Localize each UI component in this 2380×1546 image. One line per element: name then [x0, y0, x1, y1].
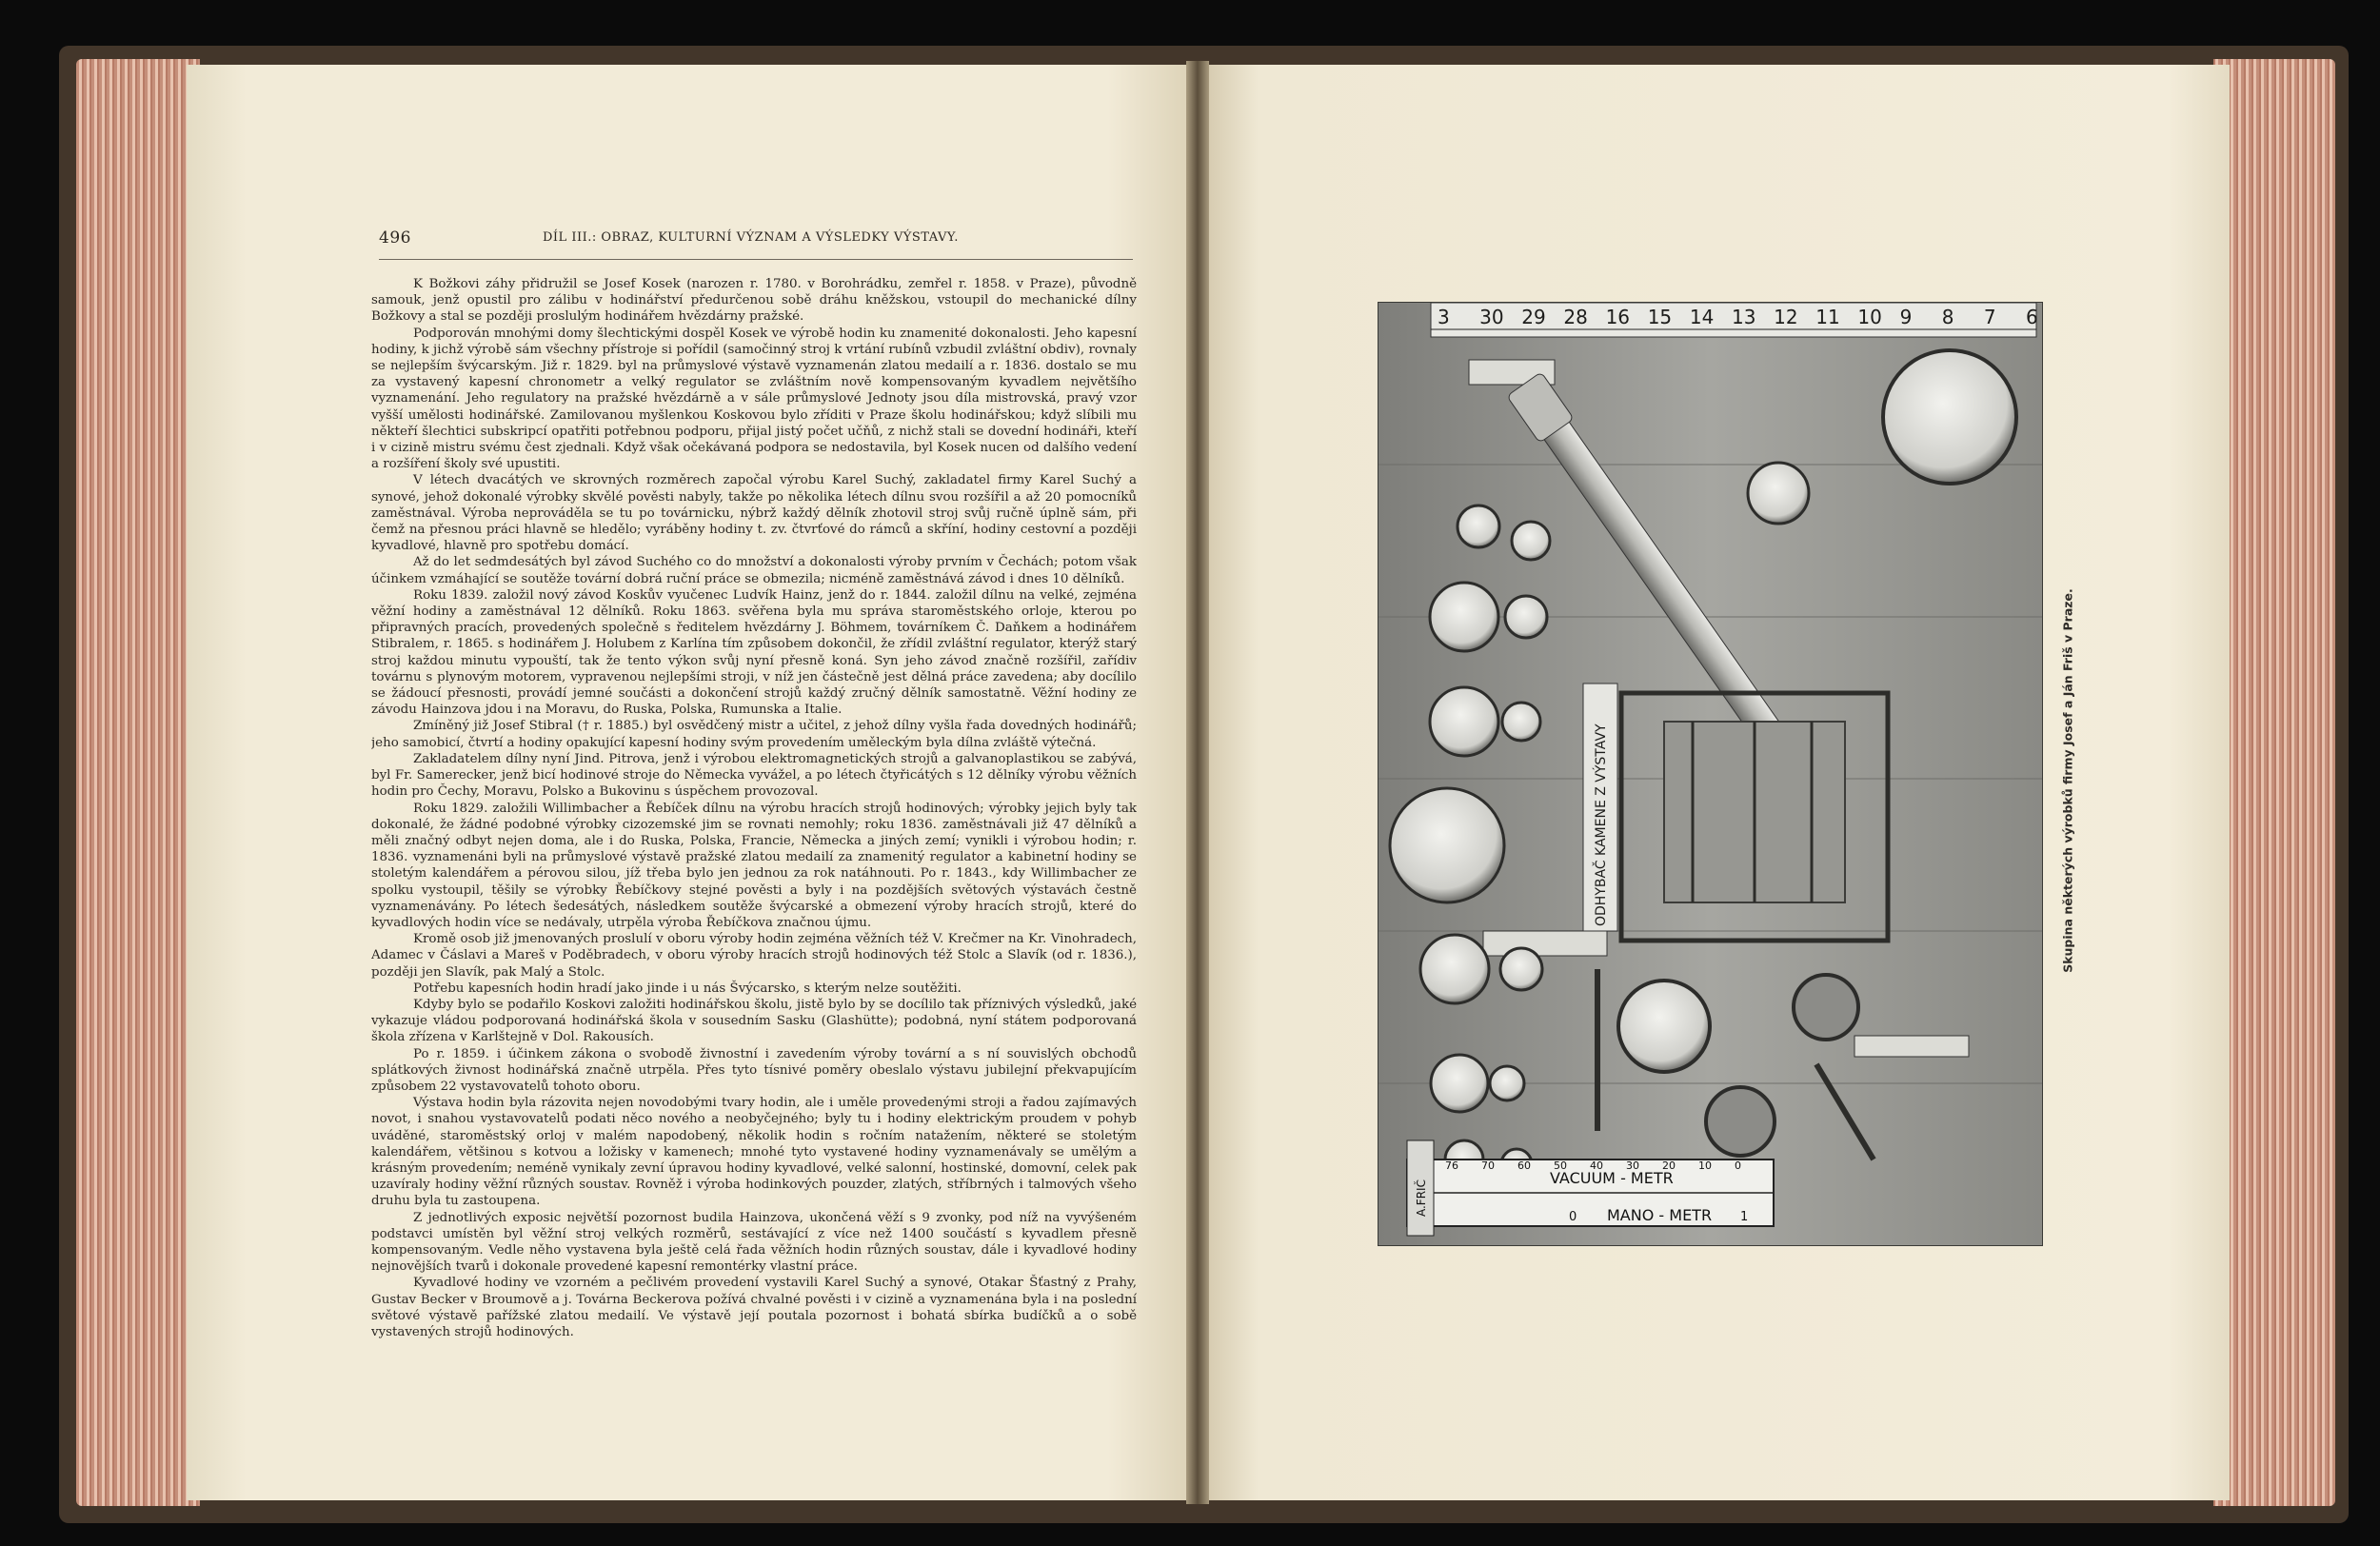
ruler-number: 15 — [1647, 306, 1673, 328]
vacuum-scale-number: 76 — [1445, 1160, 1458, 1172]
ruler-number: 6 — [2026, 306, 2038, 328]
header-rule — [379, 259, 1133, 260]
ruler-number: 28 — [1563, 306, 1588, 328]
vacuum-scale-number: 70 — [1481, 1160, 1495, 1172]
ruler-number: 11 — [1815, 306, 1840, 328]
vacuum-scale-number: 30 — [1626, 1160, 1639, 1172]
ruler-number: 9 — [1899, 306, 1913, 328]
vacuum-scale-number: 40 — [1590, 1160, 1603, 1172]
vacuum-scale-number: 50 — [1554, 1160, 1567, 1172]
side-tag: A.FRIČ — [1415, 1179, 1428, 1217]
ruler-number: 29 — [1521, 306, 1546, 328]
book-gutter — [1186, 61, 1209, 1504]
paragraph: Výstava hodin byla rázovita nejen novodobými tvary hodin, ale i uměle provedenými stroji a řadou zajímavých novot, i snahou vystavovatelů podati něco nového a neobyčejného; byly tu i hodiny elektrickým proudem v pohyb uváděné, staroměstský orloj v malém napodobený, několik hodin s ročním natažením, některé se stoletým kalendářem, většinou s kotvou a ložisky v kamenech; mnohé tyto vystavené hodiny vyznamenávaly se umělým a krásným provedením; neméně vynikaly zevní úpravou hodiny kyvadlové, velké salonní, hostinské, domovní, celek pak uzavíraly hodiny věžní různých soustav. Rovněž i výroba hodinkových pouzder, zlatých, stříbrných i talmových všeho druhu byla tu zastoupena. — [371, 1096, 1137, 1209]
vacuum-scale-number: 0 — [1735, 1160, 1741, 1172]
page-number: 496 — [379, 228, 411, 248]
vacuum-scale-number: 60 — [1517, 1160, 1531, 1172]
vacuum-meter-label: VACUUM - METR — [1550, 1169, 1674, 1187]
vertical-sign: ODHYBAČ KAMENE Z VÝSTAVY — [1594, 723, 1609, 926]
vacuum-scale-number: 10 — [1698, 1160, 1712, 1172]
paragraph: Kdyby bylo se podařilo Koskovi založiti hodinářskou školu, jistě bylo by se docílilo tak příznivých výsledků, jaké vykazuje vládou podporovaná hodinářská škola v sousedním Sasku (Glashütte); podobná, nyní státem podporovaná škola zřízena v Karlštejně v Dol. Rakousích. — [371, 997, 1137, 1045]
paragraph: Roku 1829. založili Willimbacher a Řebíček dílnu na výrobu hracích strojů hodinových; výrobky jejich byly tak dokonalé, že žádné podobné výrobky cizozemské jim se rovnati nemohly; roku 1836. zaměstnávali již 47 dělníků a měli značný odbyt nejen doma, ale i do Ruska, Polska, Francie, Německa a jiných zemí; vynikli i výrobou hodin; r. 1836. vyznamenáni byli na průmyslové výstavě pražské zlatou medailí za znamenitý regulator a kabinetní hodiny se stoletým kalendářem a pérovou silou, jíž třeba bylo jen jednou za rok natáhnouti. Po r. 1843., kdy Willimbacher ze spolku vystoupil, těšily se výrobky Řebíčkovy stejné pověsti a byly i na pozdějších světových výstavách čestně vyznamenávány. Po létech šedesátých, následkem soutěže švýcarské a obmezení výroby hracích strojů, které do kyvadlových hodin více se nedávaly, utrpěla výroba Řebíčkova značnou újmu. — [371, 801, 1137, 930]
paragraph: Kromě osob již jmenovaných proslulí v oboru výroby hodin zejména věžních též V. Krečmer na Kr. Vinohradech, Adamec v Čáslavi a Mareš v Poděbradech, v oboru výroby hracích strojů hodinových též Stolc a Slavík (od r. 1836.), později jen Slavík, pak Malý a Stolc. — [371, 932, 1137, 980]
mano-scale-number: 0 — [1569, 1210, 1577, 1224]
mano-meter-label: MANO - METR — [1607, 1206, 1713, 1224]
body-text — [371, 276, 1137, 1380]
paragraph: Potřebu kapesních hodin hradí jako jinde i u nás Švýcarsko, s kterým nelze soutěžiti. — [413, 981, 962, 996]
mano-scale-number: 1 — [1740, 1210, 1749, 1224]
ruler-number: 13 — [1732, 306, 1756, 328]
ruler-number: 7 — [1983, 306, 1996, 328]
paragraph: Roku 1839. založil nový závod Koskův vyučenec Ludvík Hainz, jenž do r. 1844. založil dílnu na velké, zejména věžní hodiny a zaměstnával 12 dělníků. Roku 1863. svěřena byla mu správa staroměstského orloje, kterou po připravných pracích, provedených společně s ředitelem hvězdárny J. Böhmem, továrníkem Č. Daňkem a hodinářem Stibralem, r. 1865. s hodinářem J. Holubem z Karlína tím způsobem dokončil, že zřídil zvláštní regulator, kterýž starý stroj každou minutu vypouští, tak že tento výkon svůj nyní přesně koná. Syn jeho závod značně rozšířil, zařídiv továrnu s plynovým motorem, vypravenou nejlepšími stroji, v níž jen částečně jest dělná práce zavedena; aby docílilo se žádoucí přesnosti, provádí jemné součásti a dokončení strojů každý zručný dělník samostatně. Věžní hodiny ze závodu Hainzova jdou i na Moravu, do Ruska, Polska, Rumunska a Italie. — [371, 587, 1137, 718]
ruler-number: 12 — [1774, 306, 1798, 328]
caption-text: Skupina některých výrobků firmy Josef a Ján Friš v Praze. — [2060, 588, 2075, 973]
figure-caption — [2058, 588, 2077, 973]
vacuum-scale-number: 20 — [1662, 1160, 1676, 1172]
ruler-number: 30 — [1479, 306, 1504, 328]
paragraph: K Božkovi záhy přidružil se Josef Kosek (narozen r. 1780. v Borohrádku, zemřel r. 1858. v Praze), původně samouk, jenž opustil pro zálibu v hodinářství předurčenou sobě dráhu kněžskou, vstoupil do mechanické dílny Božkovy a stal se později proslulým hodinářem hvězdárny pražské. — [371, 277, 1137, 325]
ruler-number: 14 — [1689, 306, 1715, 328]
paragraph: Kyvadlové hodiny ve vzorném a pečlivém provedení vystavili Karel Suchý a synové, Otakar Šťastný z Prahy, Gustav Becker v Broumově a j. Továrna Beckerova požívá chvalné pověsti i v cizině a vyznamenána byla i na poslední světové výstavě pařížské zlatou medailí. Ve výstavě její poutala pozornost i bohatá sbírka budíčků a o sobě vystavených strojů hodinových. — [371, 1276, 1137, 1339]
ruler-number: 8 — [1941, 306, 1954, 328]
running-title: DÍL III.: OBRAZ, KULTURNÍ VÝZNAM A VÝSLEDKY VÝSTAVY. — [543, 230, 959, 245]
paragraph: Podporován mnohými domy šlechtickými dospěl Kosek ve výrobě hodin ku znamenité dokonalosti. Jeho kapesní hodiny, k jichž výrobě sám všechny přístroje si pořídil (samočinný stroj k vrtání rubínů vzbudil zvláštní obdiv), rovnaly se nejlepším švýcarským. Již r. 1829. byl na průmyslové výstavě vyznamenán zlatou medailí a r. 1836. dostalo se mu za vystavený kapesní chronometr a velký regulator se zvláštním nově kompensovaným kyvadlem největšího vyznamenání. Jeho regulatory na pražské hvězdárně a v sále průmyslové Jednoty jsou díla mistrovská, pravý vzor vyšší umělosti hodinářské. Zamilovanou myšlenkou Koskovou bylo zříditi v Praze školu hodinářskou; když slíbili mu někteří šlechtici subskripcí opatřiti potřebnou podporu, přijal jistý počet učňů, z nichž stali se dovední hodináři, kteří i v cizině mistru svému čest zjednali. Když však očekávaná podpora se nedostavila, byl Kosek nucen od dalšího vedení a rozšíření školy své upustiti. — [371, 326, 1137, 472]
paragraph: Až do let sedmdesátých byl závod Suchého co do množství a dokonalosti výroby prvním v Čechách; potom však účinkem vzmáhající se soutěže tovární dobrá ruční práce se obmezila; nicméně zaměstnává závod i dnes 10 dělníků. — [371, 555, 1137, 586]
page-edges-left — [76, 59, 200, 1506]
ruler-number: 3 — [1438, 306, 1450, 328]
paragraph: Po r. 1859. i účinkem zákona o svobodě živnostní i zavedením výroby tovární a s ní souvislých obchodů splátkových živnost hodinářská značně utrpěla. Přes tyto tísnivé poměry obeslalo výstavu jubilejní překvapujícím způsobem 22 vystavovatelů tohoto oboru. — [371, 1046, 1137, 1094]
paragraph: Zmíněný již Josef Stibral († r. 1885.) byl osvědčený mistr a učitel, z jehož dílny vyšla řada dovedných hodinářů; jeho samobicí, čtvrtí a hodiny opakující kapesní hodiny svým provedením uměleckým byla dílna zvláště výtečná. — [371, 719, 1137, 750]
photograph-clock-instruments — [1378, 302, 2043, 1246]
ruler-number: 10 — [1857, 306, 1882, 328]
ruler-numbers — [1438, 306, 2038, 328]
ruler-number: 16 — [1605, 306, 1631, 328]
paragraph: Zakladatelem dílny nyní Jind. Pitrova, jenž i výrobou elektromagnetických strojů a galvanoplastikou se zabývá, byl Fr. Samerecker, jenž bicí hodinové stroje do Německa vyvážel, a po létech čtyřicátých s 12 dělníky výrobu věžních hodin pro Čechy, Moravu, Polsko a Bukovinu s úspěchem provozoval. — [371, 751, 1137, 800]
paragraph: V létech dvacátých ve skrovných rozměrech započal výrobu Karel Suchý, zakladatel firmy Karel Suchý a synové, jehož dokonalé výrobky skvělé pověsti nabyly, takže po několika létech dílnu svou rozšířil a až 20 pomocníků zaměstnával. Výroba neprováděla se tu po továrnicku, nýbrž každý dělník zhotovil stroj svůj ručně úplně sám, při čemž na přesnou práci hlavně se hledělo; vyráběny hodiny t. zv. čtvrťové do rámců a skříní, hodiny cestovní a později kyvadlové, hlavně pro spotřebu domácí. — [371, 473, 1137, 554]
running-head — [379, 228, 1137, 253]
page-edges-right — [2213, 59, 2335, 1506]
paragraph: Z jednotlivých exposic největší pozornost budila Hainzova, ukončená věží s 9 zvonky, pod níž na vyvýšeném podstavci umístěn byl věžní stroj velkých rozměrů, sestávající z více než 1400 součástí s kyvadlem přesně kompensovaným. Vedle něho vystavena byla ještě celá řada věžních hodin různých soustav, dále i kyvadlové hodiny nejnovějších tvarů i dokonale provedené kapesní remontérky vlastní práce. — [371, 1210, 1137, 1275]
